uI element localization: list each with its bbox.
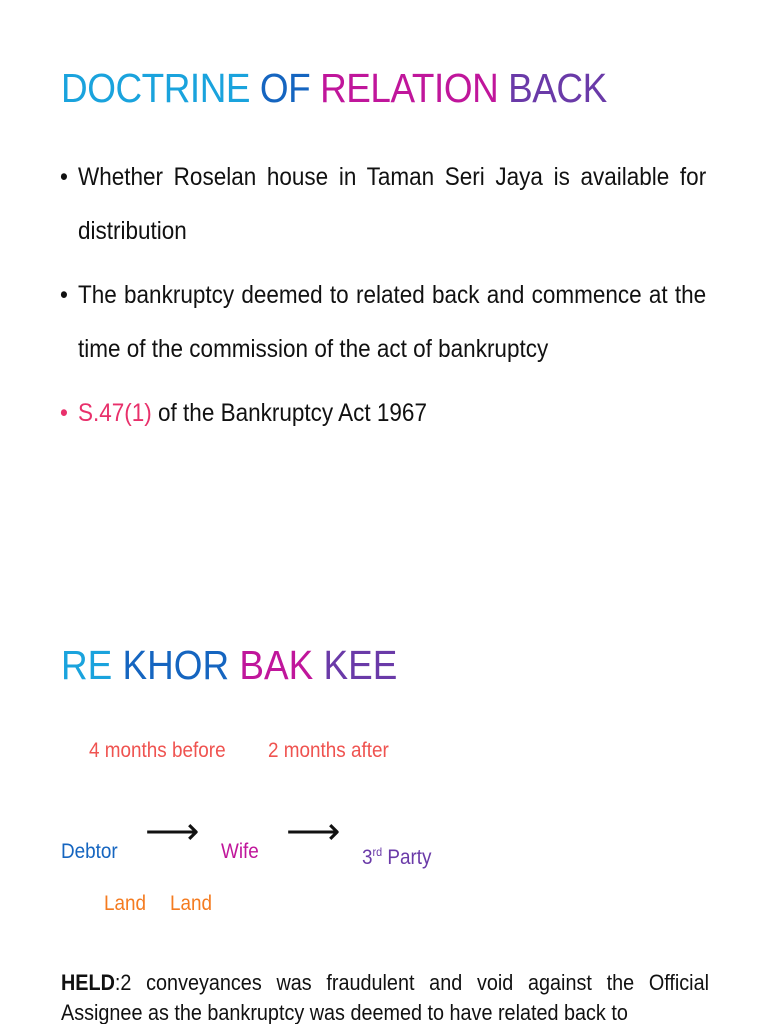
title-word-back: BACK	[508, 65, 607, 111]
held-text: :2 conveyances was fraudulent and void against the Official Assignee as the bankruptcy was deemed to have related back to	[61, 970, 710, 1024]
arrow-right-icon: ⟶	[286, 811, 341, 853]
timeline-after-label: 2 months after	[268, 739, 389, 762]
case-word-bak: BAK	[239, 642, 314, 688]
slide-title	[61, 64, 607, 112]
third-number: 3	[362, 846, 373, 869]
case-title	[61, 641, 397, 689]
party-third	[362, 839, 431, 871]
party-debtor: Debtor	[61, 840, 118, 863]
bullet-item	[60, 268, 706, 376]
party-wife: Wife	[221, 840, 259, 863]
bullet-text: of the Bankruptcy Act 1967	[151, 399, 427, 427]
case-word-re: RE	[61, 642, 113, 688]
title-word-of: OF	[259, 65, 311, 111]
bullet-item	[60, 150, 706, 258]
bullet-dot: •	[60, 281, 68, 309]
bullet-text: Whether Roselan house in Taman Seri Jaya is available for distribution	[78, 163, 707, 245]
title-word-relation: RELATION	[320, 65, 499, 111]
held-label: HELD	[61, 970, 115, 995]
bullet-dot: •	[60, 399, 68, 427]
third-ordinal: rd	[372, 845, 383, 859]
statute-reference: S.47(1)	[78, 399, 152, 427]
arrow-right-icon: ⟶	[145, 811, 200, 853]
land-label-first: Land	[104, 892, 147, 915]
case-word-kee: KEE	[323, 642, 398, 688]
bullet-dot: •	[60, 163, 68, 191]
held-paragraph	[61, 968, 709, 1024]
case-word-khor: KHOR	[122, 642, 230, 688]
bullet-item	[60, 386, 706, 440]
third-label: Party	[387, 846, 432, 869]
land-label-second: Land	[170, 892, 213, 915]
timeline-before-label: 4 months before	[89, 739, 226, 762]
title-word-doctrine: DOCTRINE	[61, 65, 251, 111]
bullet-text: The bankruptcy deemed to related back and commence at the time of the commission of the act of bankruptcy	[78, 281, 707, 363]
bullet-list	[60, 150, 708, 450]
